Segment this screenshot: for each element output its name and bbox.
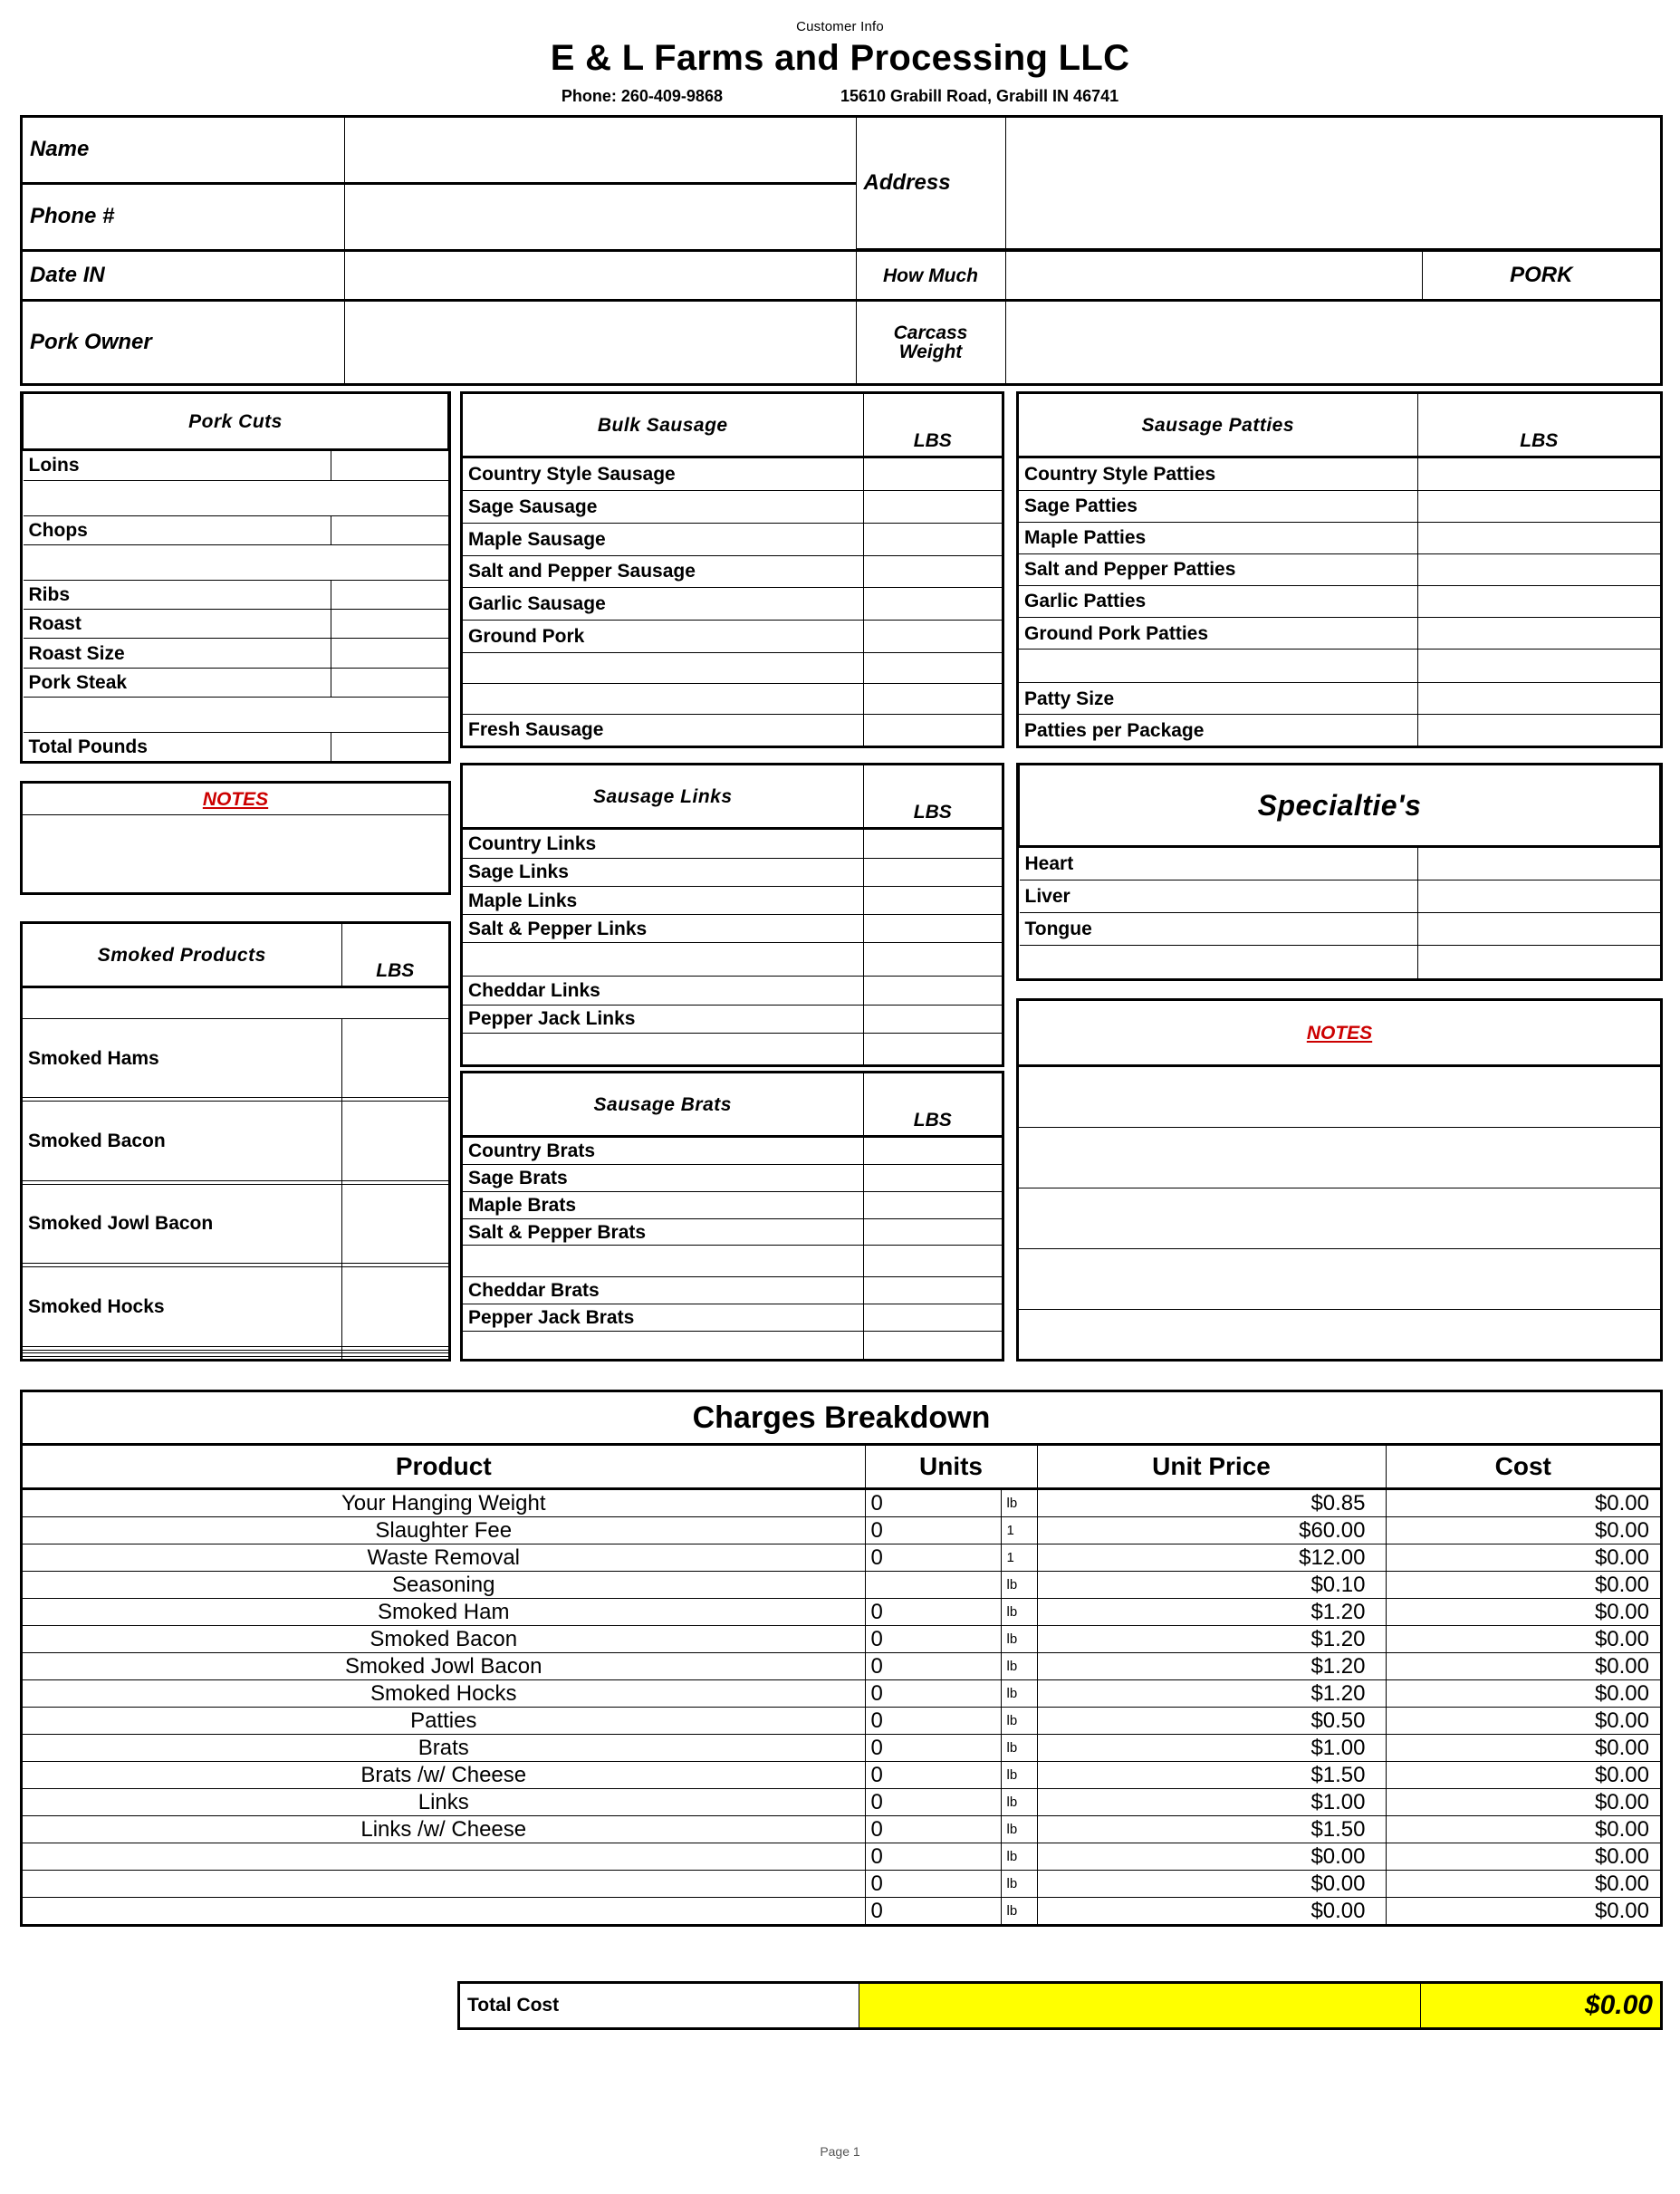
sausage-links-value[interactable] — [863, 915, 1002, 943]
table-row — [23, 1544, 1660, 1572]
pork-cut-label: Roast Size — [24, 639, 331, 668]
charge-unit: lb — [1001, 1789, 1037, 1816]
pork-cut-label: Roast — [24, 610, 331, 639]
smoked-products-section — [20, 921, 451, 1362]
smoked-label: Smoked Jowl Bacon — [23, 1184, 341, 1263]
specialty-label: Liver — [1020, 880, 1418, 913]
company-address: 15610 Grabill Road, Grabill IN 46741 — [840, 87, 1119, 105]
charge-cost: $0.00 — [1386, 1843, 1660, 1871]
charge-unit-price: $1.20 — [1037, 1680, 1386, 1708]
smoked-value[interactable] — [341, 1184, 448, 1263]
notes-left-title: NOTES — [23, 784, 448, 815]
charge-units[interactable]: 0 — [865, 1843, 1001, 1871]
address-field[interactable] — [1005, 118, 1660, 249]
sausage-patties-value[interactable] — [1417, 522, 1660, 553]
sausage-links-title: Sausage Links — [463, 765, 863, 829]
bulk-sausage-label: Country Style Sausage — [463, 457, 863, 491]
sausage-links-label — [463, 943, 863, 977]
sausage-patties-section — [1016, 391, 1663, 748]
charge-unit: 1 — [1001, 1544, 1037, 1572]
smoked-label: Smoked Hams — [23, 1019, 341, 1098]
carcass-weight-field[interactable] — [1005, 301, 1660, 383]
bulk-sausage-label: Garlic Sausage — [463, 588, 863, 621]
company-phone: Phone: 260-409-9868 — [561, 87, 723, 105]
sausage-links-section — [460, 763, 1004, 1067]
charge-unit-price: $60.00 — [1037, 1517, 1386, 1544]
pork-cut-value[interactable] — [331, 610, 448, 639]
table-row — [23, 1653, 1660, 1680]
sausage-brats-value[interactable] — [863, 1332, 1002, 1360]
charge-cost: $0.00 — [1386, 1544, 1660, 1572]
sausage-brats-label — [463, 1246, 863, 1277]
charge-unit: lb — [1001, 1735, 1037, 1762]
charge-units[interactable] — [865, 1572, 1001, 1599]
bulk-sausage-value[interactable] — [863, 714, 1002, 746]
charge-units[interactable]: 0 — [865, 1626, 1001, 1653]
bulk-sausage-section — [460, 391, 1004, 748]
charge-unit: lb — [1001, 1653, 1037, 1680]
charge-unit-price: $1.20 — [1037, 1599, 1386, 1626]
charge-product: Smoked Jowl Bacon — [23, 1653, 865, 1680]
charge-unit-price: $0.00 — [1037, 1898, 1386, 1925]
pork-cut-label: Pork Steak — [24, 668, 331, 697]
sausage-patties-value[interactable] — [1417, 617, 1660, 649]
charge-product: Waste Removal — [23, 1544, 865, 1572]
patties-per-package-label: Patties per Package — [1019, 715, 1417, 746]
sausage-links-label: Sage Links — [463, 858, 863, 886]
pork-cut-label: Loins — [24, 450, 331, 481]
charge-unit: lb — [1001, 1871, 1037, 1898]
table-row — [23, 1626, 1660, 1653]
table-row — [23, 1517, 1660, 1544]
charge-unit: lb — [1001, 1708, 1037, 1735]
specialty-label — [1020, 946, 1418, 979]
bulk-sausage-value[interactable] — [863, 555, 1002, 588]
total-pounds-value[interactable] — [331, 732, 448, 761]
bulk-sausage-label — [463, 683, 863, 714]
charge-unit-price: $0.00 — [1037, 1843, 1386, 1871]
table-row — [23, 1762, 1660, 1789]
customer-info-bottom — [20, 249, 1663, 386]
charge-unit-price: $1.20 — [1037, 1653, 1386, 1680]
pork-cut-blank-row[interactable] — [24, 544, 448, 580]
sausage-brats-section — [460, 1071, 1004, 1362]
charge-unit: lb — [1001, 1489, 1037, 1517]
bulk-sausage-value[interactable] — [863, 652, 1002, 683]
col-header-cost: Cost — [1386, 1445, 1660, 1489]
bulk-sausage-label: Maple Sausage — [463, 523, 863, 555]
total-cost-value: $0.00 — [1420, 1984, 1660, 2027]
smoked-products-title: Smoked Products — [23, 924, 341, 987]
charge-unit-price: $12.00 — [1037, 1544, 1386, 1572]
charge-units[interactable]: 0 — [865, 1653, 1001, 1680]
charge-product: Your Hanging Weight — [23, 1489, 865, 1517]
pork-cut-blank-row[interactable] — [24, 480, 448, 515]
charge-unit-price: $1.50 — [1037, 1816, 1386, 1843]
sausage-patties-value[interactable] — [1417, 553, 1660, 585]
sausage-links-label: Country Links — [463, 829, 863, 859]
specialty-value[interactable] — [1418, 913, 1660, 946]
sausage-links-lbs-header: LBS — [863, 765, 1002, 829]
sausage-brats-value[interactable] — [863, 1246, 1002, 1277]
charge-unit: lb — [1001, 1626, 1037, 1653]
sausage-links-label: Pepper Jack Links — [463, 1005, 863, 1033]
col-header-product: Product — [23, 1445, 865, 1489]
total-cost-label: Total Cost — [460, 1984, 859, 2027]
charge-product: Smoked Hocks — [23, 1680, 865, 1708]
charge-product — [23, 1843, 865, 1871]
notes-right-line[interactable] — [1019, 1128, 1660, 1188]
charge-unit-price: $0.10 — [1037, 1572, 1386, 1599]
pork-cut-label: Ribs — [24, 580, 331, 609]
charge-unit-price: $1.20 — [1037, 1626, 1386, 1653]
specialty-value[interactable] — [1418, 880, 1660, 913]
specialty-label: Tongue — [1020, 913, 1418, 946]
table-row — [23, 1708, 1660, 1735]
pork-owner-field[interactable] — [344, 301, 856, 383]
bulk-sausage-label — [463, 652, 863, 683]
notes-right-line[interactable] — [1019, 1310, 1660, 1366]
charge-units[interactable]: 0 — [865, 1517, 1001, 1544]
table-row — [23, 1871, 1660, 1898]
charge-product — [23, 1871, 865, 1898]
bulk-sausage-value[interactable] — [863, 523, 1002, 555]
contact-line — [0, 88, 1680, 104]
sausage-links-label: Maple Links — [463, 886, 863, 914]
sausage-brats-value[interactable] — [863, 1304, 1002, 1332]
charge-cost: $0.00 — [1386, 1489, 1660, 1517]
charge-product: Seasoning — [23, 1572, 865, 1599]
table-row — [23, 1572, 1660, 1599]
pork-cut-value[interactable] — [331, 668, 448, 697]
charge-product: Smoked Bacon — [23, 1626, 865, 1653]
charge-cost: $0.00 — [1386, 1816, 1660, 1843]
charges-title: Charges Breakdown — [23, 1392, 1660, 1445]
total-cost-spacer — [859, 1984, 1420, 2027]
charge-cost: $0.00 — [1386, 1762, 1660, 1789]
charge-product: Patties — [23, 1708, 865, 1735]
charge-product: Smoked Ham — [23, 1599, 865, 1626]
sausage-links-value[interactable] — [863, 977, 1002, 1005]
table-row — [23, 1735, 1660, 1762]
carcass-weight-label: Carcass Weight — [856, 301, 1005, 383]
sausage-brats-title: Sausage Brats — [463, 1073, 863, 1137]
smoked-label: Smoked Bacon — [23, 1102, 341, 1180]
notes-right-line[interactable] — [1019, 1066, 1660, 1128]
sausage-brats-label: Sage Brats — [463, 1165, 863, 1192]
bulk-sausage-value[interactable] — [863, 491, 1002, 524]
pork-cut-sheet-page — [0, 20, 1680, 2194]
bulk-sausage-label: Fresh Sausage — [463, 714, 863, 746]
sausage-links-label: Cheddar Links — [463, 977, 863, 1005]
pork-cut-value[interactable] — [331, 639, 448, 668]
sausage-brats-label — [463, 1332, 863, 1360]
sausage-patties-label: Sage Patties — [1019, 490, 1417, 522]
sausage-patties-value[interactable] — [1417, 490, 1660, 522]
charge-cost: $0.00 — [1386, 1789, 1660, 1816]
bulk-sausage-label: Salt and Pepper Sausage — [463, 555, 863, 588]
bulk-sausage-title: Bulk Sausage — [463, 394, 863, 457]
sausage-brats-value[interactable] — [863, 1137, 1002, 1165]
charge-cost: $0.00 — [1386, 1572, 1660, 1599]
charge-unit: lb — [1001, 1816, 1037, 1843]
pork-owner-label: Pork Owner — [23, 301, 344, 383]
bulk-sausage-label: Ground Pork — [463, 620, 863, 652]
table-row — [23, 1816, 1660, 1843]
sausage-brats-label: Maple Brats — [463, 1191, 863, 1218]
pork-cuts-section — [20, 391, 451, 764]
charge-units[interactable]: 0 — [865, 1489, 1001, 1517]
charge-unit-price: $0.00 — [1037, 1871, 1386, 1898]
charge-units[interactable]: 0 — [865, 1599, 1001, 1626]
pork-cut-label: Chops — [24, 515, 331, 544]
smoked-value[interactable] — [341, 1019, 448, 1098]
sausage-links-label: Salt & Pepper Links — [463, 915, 863, 943]
name-field[interactable] — [344, 118, 856, 183]
sausage-brats-label: Cheddar Brats — [463, 1277, 863, 1304]
sausage-links-value[interactable] — [863, 858, 1002, 886]
notes-right-section — [1016, 998, 1663, 1362]
charge-units[interactable]: 0 — [865, 1708, 1001, 1735]
sausage-patties-label: Salt and Pepper Patties — [1019, 553, 1417, 585]
charge-cost: $0.00 — [1386, 1871, 1660, 1898]
charge-cost: $0.00 — [1386, 1626, 1660, 1653]
notes-right-line[interactable] — [1019, 1188, 1660, 1249]
species-label: PORK — [1422, 252, 1660, 301]
notes-left-field[interactable] — [23, 815, 448, 893]
company-name: E & L Farms and Processing LLC — [550, 38, 1130, 78]
date-in-field[interactable] — [344, 252, 856, 301]
charge-product: Links — [23, 1789, 865, 1816]
charge-units[interactable]: 0 — [865, 1735, 1001, 1762]
customer-info-top — [20, 115, 1663, 252]
sausage-patties-lbs-header: LBS — [1417, 394, 1660, 457]
patty-size-value[interactable] — [1417, 683, 1660, 715]
pork-cut-blank-row[interactable] — [24, 697, 448, 732]
table-row — [23, 1680, 1660, 1708]
charge-product: Brats — [23, 1735, 865, 1762]
table-row — [23, 1789, 1660, 1816]
charge-units[interactable]: 0 — [865, 1544, 1001, 1572]
total-cost-row — [457, 1981, 1663, 2030]
bulk-sausage-label: Sage Sausage — [463, 491, 863, 524]
sausage-links-value[interactable] — [863, 943, 1002, 977]
charge-unit: lb — [1001, 1599, 1037, 1626]
notes-right-title: NOTES — [1019, 1001, 1660, 1066]
charge-unit-price: $0.85 — [1037, 1489, 1386, 1517]
phone-label: Phone # — [23, 183, 344, 248]
charge-cost: $0.00 — [1386, 1898, 1660, 1925]
smoked-value[interactable] — [341, 1267, 448, 1346]
customer-info-caption: Customer Info — [796, 19, 884, 34]
table-row — [23, 1489, 1660, 1517]
sausage-brats-value[interactable] — [863, 1191, 1002, 1218]
pork-cut-value[interactable] — [331, 450, 448, 481]
sausage-brats-label: Salt & Pepper Brats — [463, 1218, 863, 1246]
charge-unit: lb — [1001, 1762, 1037, 1789]
sausage-patties-label: Ground Pork Patties — [1019, 617, 1417, 649]
smoked-blank-row[interactable] — [23, 987, 448, 1019]
charge-units[interactable]: 0 — [865, 1680, 1001, 1708]
sausage-patties-label: Garlic Patties — [1019, 585, 1417, 617]
patties-per-package-value[interactable] — [1417, 715, 1660, 746]
pork-cut-value[interactable] — [331, 580, 448, 609]
how-much-field[interactable] — [1005, 252, 1422, 301]
bulk-sausage-value[interactable] — [863, 588, 1002, 621]
specialties-title: Specialtie's — [1020, 765, 1660, 847]
sausage-patties-value[interactable] — [1417, 585, 1660, 617]
specialty-value[interactable] — [1418, 946, 1660, 979]
bulk-sausage-value[interactable] — [863, 620, 1002, 652]
sausage-brats-value[interactable] — [863, 1277, 1002, 1304]
specialty-value[interactable] — [1418, 847, 1660, 880]
charge-cost: $0.00 — [1386, 1735, 1660, 1762]
sausage-brats-label: Country Brats — [463, 1137, 863, 1165]
charge-product: Links /w/ Cheese — [23, 1816, 865, 1843]
sausage-patties-label — [1019, 650, 1417, 683]
notes-left-section — [20, 781, 451, 895]
bulk-sausage-lbs-header: LBS — [863, 394, 1002, 457]
charges-breakdown-section — [20, 1390, 1663, 1927]
charge-unit: lb — [1001, 1680, 1037, 1708]
charge-product: Brats /w/ Cheese — [23, 1762, 865, 1789]
pork-cut-value[interactable] — [331, 515, 448, 544]
charge-unit: lb — [1001, 1898, 1037, 1925]
charge-units[interactable]: 0 — [865, 1871, 1001, 1898]
sausage-patties-title: Sausage Patties — [1019, 394, 1417, 457]
name-label: Name — [23, 118, 344, 183]
date-in-label: Date IN — [23, 252, 344, 301]
phone-field[interactable] — [344, 183, 856, 248]
bulk-sausage-value[interactable] — [863, 683, 1002, 714]
charge-product — [23, 1898, 865, 1925]
col-header-units: Units — [865, 1445, 1037, 1489]
charge-cost: $0.00 — [1386, 1680, 1660, 1708]
sausage-links-label — [463, 1034, 863, 1065]
specialty-label: Heart — [1020, 847, 1418, 880]
smoked-products-lbs-header: LBS — [341, 924, 448, 987]
bulk-sausage-value[interactable] — [863, 457, 1002, 491]
sausage-patties-value[interactable] — [1417, 650, 1660, 683]
patty-size-label: Patty Size — [1019, 683, 1417, 715]
charge-unit: lb — [1001, 1572, 1037, 1599]
charge-units[interactable]: 0 — [865, 1816, 1001, 1843]
charge-cost: $0.00 — [1386, 1708, 1660, 1735]
sausage-patties-label: Country Style Patties — [1019, 457, 1417, 491]
table-row — [23, 1898, 1660, 1925]
sausage-brats-label: Pepper Jack Brats — [463, 1304, 863, 1332]
charge-units[interactable]: 0 — [865, 1898, 1001, 1925]
charge-unit: lb — [1001, 1843, 1037, 1871]
smoked-value[interactable] — [341, 1357, 448, 1359]
how-much-label: How Much — [856, 252, 1005, 301]
charge-unit-price: $0.50 — [1037, 1708, 1386, 1735]
smoked-value[interactable] — [341, 1102, 448, 1180]
charge-cost: $0.00 — [1386, 1653, 1660, 1680]
sausage-links-value[interactable] — [863, 886, 1002, 914]
smoked-label — [23, 1357, 341, 1359]
col-header-unit-price: Unit Price — [1037, 1445, 1386, 1489]
sausage-links-value[interactable] — [863, 1005, 1002, 1033]
total-pounds-label: Total Pounds — [24, 732, 331, 761]
charge-unit-price: $1.00 — [1037, 1735, 1386, 1762]
charge-units[interactable]: 0 — [865, 1789, 1001, 1816]
address-label: Address — [856, 118, 1005, 249]
charge-cost: $0.00 — [1386, 1517, 1660, 1544]
charge-product: Slaughter Fee — [23, 1517, 865, 1544]
sausage-links-value[interactable] — [863, 829, 1002, 859]
charge-unit-price: $1.00 — [1037, 1789, 1386, 1816]
sausage-brats-value[interactable] — [863, 1218, 1002, 1246]
table-row — [23, 1599, 1660, 1626]
sausage-brats-value[interactable] — [863, 1165, 1002, 1192]
specialties-section — [1016, 763, 1663, 981]
sausage-patties-value[interactable] — [1417, 457, 1660, 491]
charge-cost: $0.00 — [1386, 1599, 1660, 1626]
notes-right-line[interactable] — [1019, 1249, 1660, 1310]
page-number: Page 1 — [820, 2144, 860, 2159]
sausage-brats-lbs-header: LBS — [863, 1073, 1002, 1137]
table-row — [23, 1843, 1660, 1871]
pork-cuts-title: Pork Cuts — [24, 394, 448, 450]
charge-units[interactable]: 0 — [865, 1762, 1001, 1789]
charge-unit: 1 — [1001, 1517, 1037, 1544]
charge-unit-price: $1.50 — [1037, 1762, 1386, 1789]
sausage-patties-label: Maple Patties — [1019, 522, 1417, 553]
sausage-links-value[interactable] — [863, 1034, 1002, 1065]
smoked-label: Smoked Hocks — [23, 1267, 341, 1346]
